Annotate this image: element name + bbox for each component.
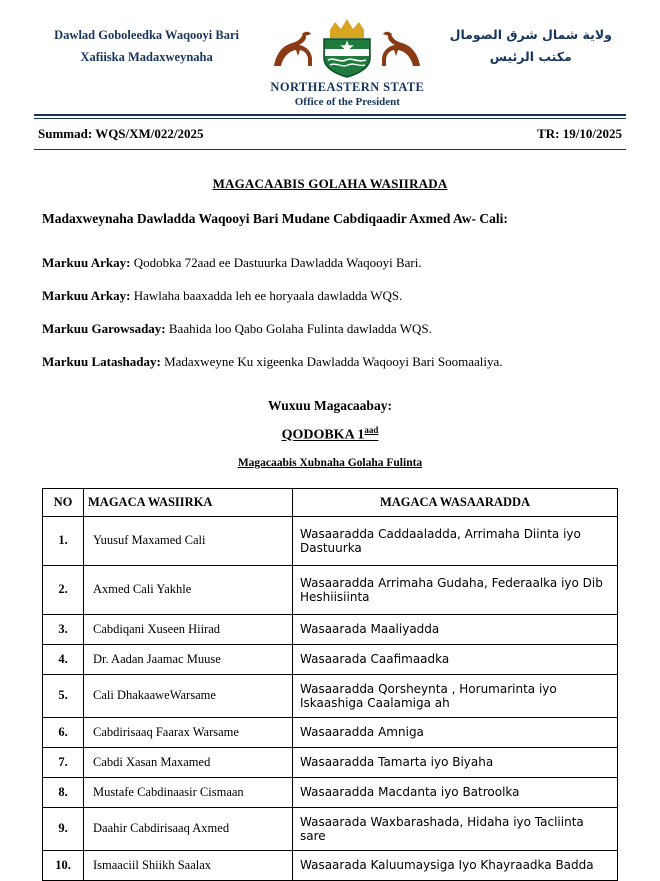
row-9-number: 9. — [43, 807, 84, 850]
table-row — [43, 565, 618, 614]
row-10-ministry: Wasaarada Kaluumaysiga Iyo Khayraadka Badda — [293, 850, 618, 880]
letterhead-somali-text — [40, 16, 253, 68]
reference-date: TR: 19/10/2025 — [537, 126, 622, 141]
header-rule-thick — [34, 114, 626, 116]
clause-3-text: Baahida loo Qabo Golaha Fulinta dawladda WQS. — [168, 321, 432, 336]
row-4-name: Dr. Aadan Jaamac Muuse — [84, 644, 293, 674]
row-1-number: 1. — [43, 516, 84, 565]
row-9-name: Daahir Cabdirisaaq Axmed — [84, 807, 293, 850]
clause-1-text: Qodobka 72aad ee Dastuurka Dawladda Waqooyi Bari. — [133, 255, 422, 270]
table-row — [43, 850, 618, 880]
article-subheading: Magacaabis Xubnaha Golaha Fulinta — [237, 456, 423, 469]
article-heading — [42, 425, 618, 444]
table-row — [43, 516, 618, 565]
row-7-number: 7. — [43, 747, 84, 777]
appointment-heading: Wuxuu Magacaabay: — [268, 398, 392, 413]
clause-1 — [42, 255, 618, 271]
state-emblem — [253, 16, 441, 78]
row-3-ministry: Wasaarada Maaliyadda — [293, 614, 618, 644]
reference-number: Summad: WQS/XM/022/2025 — [38, 126, 204, 141]
row-10-name: Ismaaciil Shiikh Saalax — [84, 850, 293, 880]
row-6-name: Cabdirisaaq Faarax Warsame — [84, 717, 293, 747]
clause-2-lead: Markuu Arkay: — [42, 288, 131, 303]
row-4-number: 4. — [43, 644, 84, 674]
state-name: NORTHEASTERN STATE — [270, 80, 425, 94]
subject-line: Madaxweynaha Dawladda Waqooyi Bari Mudane Cabdiqaadir Axmed Aw- Cali: — [42, 211, 508, 226]
row-3-number: 3. — [43, 614, 84, 644]
reference-rule — [34, 149, 626, 150]
clause-4-lead: Markuu Latashaday: — [42, 354, 161, 369]
row-1-ministry: Wasaaradda Caddaaladda, Arrimaha Diinta iyo Dastuurka — [293, 516, 618, 565]
row-3-name: Cabdiqani Xuseen Hiirad — [84, 614, 293, 644]
table-header-row — [43, 488, 618, 516]
table-row — [43, 717, 618, 747]
page-title: MAGACAABIS GOLAHA WASIIRADA — [212, 176, 448, 191]
letterhead-right-line1: ولاية شمال شرق الصومال — [449, 27, 612, 42]
office-name: Office of the President — [294, 96, 400, 108]
row-8-number: 8. — [43, 777, 84, 807]
reference-line — [34, 119, 626, 149]
letterhead-arabic-text — [442, 16, 620, 68]
clause-3-lead: Markuu Garowsaday: — [42, 321, 166, 336]
coat-of-arms-icon — [262, 16, 432, 78]
row-1-name: Yuusuf Maxamed Cali — [84, 516, 293, 565]
column-header-no: NO — [43, 488, 84, 516]
row-6-ministry: Wasaaradda Amniga — [293, 717, 618, 747]
column-header-minister-name: MAGACA WASIIRKA — [84, 488, 293, 516]
letterhead-right-line2: مكتب الرئيس — [489, 49, 572, 64]
table-row — [43, 807, 618, 850]
table-row — [43, 644, 618, 674]
row-8-name: Mustafe Cabdinaasir Cismaan — [84, 777, 293, 807]
row-2-name: Axmed Cali Yakhle — [84, 565, 293, 614]
clause-3 — [42, 321, 618, 337]
clause-2 — [42, 288, 618, 304]
article-ordinal-suffix: aad — [364, 425, 379, 435]
row-8-ministry: Wasaaradda Macdanta iyo Batroolka — [293, 777, 618, 807]
table-row — [43, 777, 618, 807]
row-6-number: 6. — [43, 717, 84, 747]
clause-4-text: Madaxweyne Ku xigeenka Dawladda Waqooyi Bari Soomaaliya. — [164, 354, 503, 369]
row-4-ministry: Wasaarada Caafimaadka — [293, 644, 618, 674]
table-row — [43, 747, 618, 777]
row-5-number: 5. — [43, 674, 84, 717]
row-5-name: Cali DhakaaweWarsame — [84, 674, 293, 717]
clause-2-text: Hawlaha baaxadda leh ee horyaala dawladda WQS. — [133, 288, 403, 303]
row-10-number: 10. — [43, 850, 84, 880]
letterhead-left-line1: Dawlad Goboleedka Waqooyi Bari — [54, 28, 240, 42]
row-2-number: 2. — [43, 565, 84, 614]
table-row — [43, 674, 618, 717]
article-label: QODOBKA 1 — [281, 427, 365, 443]
row-7-name: Cabdi Xasan Maxamed — [84, 747, 293, 777]
row-9-ministry: Wasaarada Waxbarashada, Hidaha iyo Tacliinta sare — [293, 807, 618, 850]
letterhead-left-line2: Xafiiska Madaxweynaha — [80, 50, 213, 64]
letterhead-emblem-block — [253, 16, 441, 108]
row-5-ministry: Wasaaradda Qorsheynta , Horumarinta iyo Iskaashiga Caalamiga ah — [293, 674, 618, 717]
document-body — [34, 176, 626, 881]
row-7-ministry: Wasaaradda Tamarta iyo Biyaha — [293, 747, 618, 777]
letterhead — [34, 14, 626, 108]
column-header-ministry: MAGACA WASAARADDA — [293, 488, 618, 516]
ministers-table — [42, 488, 618, 881]
row-2-ministry: Wasaaradda Arrimaha Gudaha, Federaalka iyo Dib Heshiisiinta — [293, 565, 618, 614]
table-row — [43, 614, 618, 644]
clause-4 — [42, 354, 618, 370]
clause-1-lead: Markuu Arkay: — [42, 255, 131, 270]
